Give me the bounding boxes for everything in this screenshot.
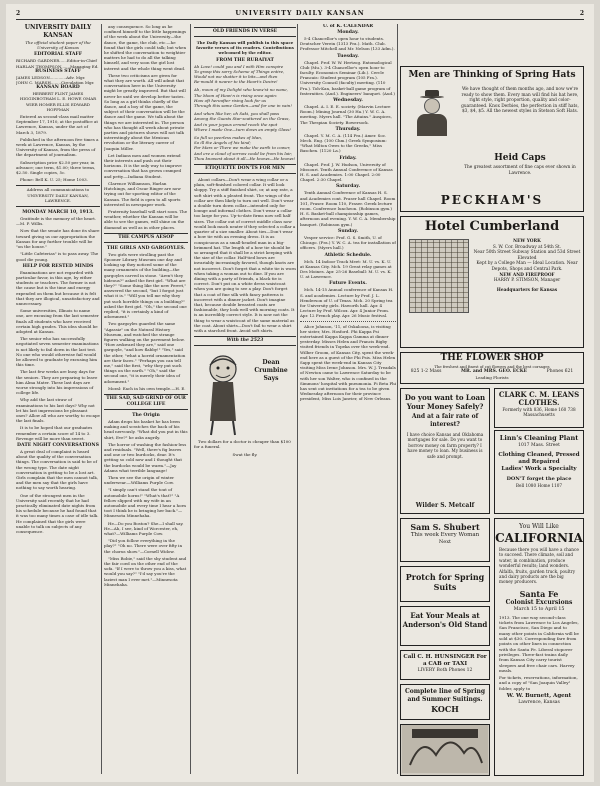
calendar-entries: 5-4 Chancellor's open hour to students. Deutscher Verein (1313 Fra.). Math. Club. Professor Mitchell and Mr. Nelson (133 Adm.). bbox=[300, 36, 395, 52]
shubert-sub: This week Every Woman bbox=[410, 532, 480, 538]
verse-line: Where I made One—turn down an empty Glass! bbox=[194, 126, 291, 132]
board-names: HERBERT FLINT JAMES HIGGINBOTHAM L. E. HOWE OMAR WIER HOMER ELLIS EDWARD HOFFMAN bbox=[19, 91, 97, 112]
page-number-right: 2 bbox=[579, 10, 584, 17]
verse-line: Ah Love! could you and I with Him conspire bbox=[194, 63, 284, 69]
column-aesop bbox=[104, 24, 188, 774]
column-rule bbox=[297, 24, 298, 774]
editorial-paragraph: It is to be hoped that our graduates remember a certain score of 14 to 3. Revenge will be more than sweet. bbox=[16, 425, 93, 441]
verse-line: For Mars or There we make the earth to cower, bbox=[194, 145, 291, 151]
hotel-kept: Kept by a College Man — Ideal Location. Near Depots, Shops and Central Park. bbox=[476, 261, 578, 272]
calendar-entries: Tenth Annual Conference of Kansas H. S. and Academies cont. Fraser hall Chapel. Room 101, Fraser. Room 110, Fraser. Greek lecture room. Conference luncheon. (Robinson gym.) H. S. Basket-ball championship games, afternoon and evening. Y. W. C. A. Membership banquet. (Robinson gym.) bbox=[300, 190, 396, 227]
business-staff-heading: BUSINESS STAFF bbox=[35, 68, 81, 74]
staff-line: RICHARD GARDNER......Editor-in-Chief bbox=[16, 58, 97, 64]
ad-hunsinger bbox=[400, 650, 490, 680]
verse-line: The Moon of Heav'n is rising once again: bbox=[194, 92, 278, 98]
hotel-details bbox=[473, 239, 581, 293]
verse-line: And when like her, oh Saki, you shall pass bbox=[194, 111, 280, 117]
quote: Gratitude is the memory of the heart.—M. P. Willis. bbox=[16, 216, 97, 227]
editorial-paragraph: One of the strongest men in the University said recently that he had practically eliminated date nights from his schedule because he had found that it was too many times a case of idle talk. He complained that the girls were unable to talk on subjects of any consequence. bbox=[16, 492, 99, 535]
flower-florists: Leading Florists bbox=[475, 375, 509, 380]
ad-california bbox=[494, 518, 584, 776]
etiquette-heading: ETIQUETTE DON'TS FOR MEN bbox=[205, 166, 285, 172]
phone-notice: Phone: Bell K. U. 25; Home 1003. bbox=[20, 177, 88, 183]
california-title: CALIFORNIA bbox=[495, 531, 583, 545]
article-paragraph: Clarence Williamson, Harlan Hutchings, and Oscar Ringer are now trying out for sporting editor of the Kansan. The field is open to all sports interested in newspaper work. bbox=[104, 180, 181, 207]
swimming-costume-illustration-icon bbox=[402, 725, 488, 773]
cartoon bbox=[194, 349, 296, 439]
hunsinger-title: Call C. H. HUNSINGER For a CAB or TAXI bbox=[403, 654, 487, 667]
shubert-title: Sam S. Shubert bbox=[410, 522, 480, 532]
rested-minds-heading: HELP FOR RESTED MINDS bbox=[22, 263, 94, 269]
editorial-paragraph: Some universities, Illinois to name one, are excusing from the last semester finals all students who have received certain high grades. This idea should be adopted at Kansas. bbox=[16, 308, 99, 334]
california-body: Because there you will have a chance to succeed. There climate, soil and water, in combination, produce wonderful results; land wonders. Alfalfa, fruits, garden truck, poultry and dairy products are the big money producers. bbox=[499, 547, 579, 585]
agent-name: W. W. Burnett, Agent bbox=[506, 693, 572, 699]
heid-caps-body: The greatest assortment of fine caps ever shown in Lawrence. bbox=[464, 165, 576, 176]
colonist-dates: March 15 to April 15 bbox=[513, 606, 565, 612]
hotel-headquarters: Headquarters for Kansas bbox=[496, 287, 558, 293]
cartoon-title: Dean Crumbine Says bbox=[254, 359, 288, 383]
verse-intro: The Daily Kansan will publish in this space favorite verses of its readers. Contributions welcomed by the editor. bbox=[196, 40, 294, 56]
colonist-rate: 1913. The one way second-class tickets from Lawrence to Los Angeles, San Francisco, San Diego and to many other points in California will be sold at $30. Corresponding fare from points on other lines in connection with the Santa Fe. Liberal stopover privileges. Three-fast trains daily from Kansas City carry tourist sleepers and free chair cars. Harvey meals. bbox=[499, 614, 579, 673]
calendar-entries: Chapel. Y. M. C. A. (114 Fra.) Amer. Soc. Mech. Eng. (100 Chm.) Greek Symposium: "What Milton Owes to the Greeks," Miss Baschen. (1120 La.) bbox=[300, 132, 387, 154]
article-paragraph: Then we see the origin of winter underwear.—Williams Purple Cow. bbox=[104, 475, 175, 486]
etiquette-text: About collars—Don't wear a wing collar or a plain, soft-finished colored collar. It will look sloppy. Try a stiff finished shirt, or, at any rate, a soft shirt with a pleated front. The wings of the collar are then likely to turn out well. Don't wear a double turn down collar—intended only for lounge and informal clothes. Don't wear a collar too large for you. Up-to-date firms now sell half sizes. The collar out of correct middle class now would look much neater if they selected a collar a quarter of a size smaller. About ties—Don't wear a bow tie with an evening dress. It is as conspicuous as a small-headed man in a big-brimmed hat. The length of a bow tie should be so arranged that it shall be a strict keeping with the size of the collar. Half-tied bows are invariably increasingly favored, though knots are not incorrect. Don't forget that a white tie is worn when taking a woman out to dine. If you are dining with a party of friends, a black tie is correct. Don't put on a white dress waistcoat when you are going to see a play. Don't forget that a coat of fine silk with fancy patterns is incorrect with a dinner jacket. Don't imagine that, because double breasted coats are fashionable, they look well with morning coats. It is an incredibly correct style. It is now not the thing to wear a waistcoat of the same material as the coat. About shirts—Don't fail to wear a shirt with a starched front. Avoid soft shirts. bbox=[194, 177, 296, 333]
cartoon-caption: Two dollars for a doctor is cheaper than $100 for a funeral. bbox=[194, 439, 291, 450]
article-paragraph: "Did you follow everything in the play?" "Oh no. There were over fifty in the chorus show."—Cornell Widow. bbox=[104, 538, 183, 554]
verse-line: Through this same Garden—and for one in vain! bbox=[194, 103, 292, 109]
linn-title: Linn's Cleaning Plant bbox=[499, 434, 579, 442]
article-paragraph: These two criticisms are given for what they are worth. All will admit that conversation here in the University might be greatly improved. But that will never be until we develop better tastes. So long as a girl thinks chiefly of the dance, and a boy of the game, the subject of their conversation will be the dance and the game. We talk about the things we are interested in. The person who has thought all week about private parties and pictures shows will not talk interestingly about the Mexican revolution or the literary career of Joaquin Miller. bbox=[104, 72, 186, 151]
entered-notice: Entered as second-class mail matter September 17, 1910, at the postoffice at Lawrence, Kansas, under the act of March 3, 1879. bbox=[16, 114, 99, 135]
money-name: Wilder S. Metcalf bbox=[415, 502, 475, 509]
article-paragraph: The horror of washing the fashion-less and residuals. "Well, there's fig leaves and one or two burdocks, dear. It's getting so cold now and I thought that the burdocks would be warm."—Jay Adams what terrible language! bbox=[104, 441, 187, 473]
article-paragraph: "I simply can't stand the tout of automobile horns!" "What's that?" "A fellow slipped with my wife in an automobile and every time I hear a horn toot I think he is bringing her back."—Minnesota Minnehaha. bbox=[104, 487, 186, 519]
with-2523-heading: With the 2523 bbox=[226, 338, 264, 344]
society-notes: Alice Johnson, '11, of Oskaloosa, is visiting her sister, Mrs. Hosford. Phi Kappa Psi entertained Kappa Kappa Gamma at dinner yesterday. Misses Helen and Francis Bigby visited friends in Topeka over the week-end. Wilber Groom, of Kansas City, spent the week-end here as a guest of the Phi Psis. Miss Helen Sapp spent the week-end in Kansas City visiting Miss Irene Johnson. Mrs. W. J. Treadals of Newton came to Lawrence Saturday to be with her son Walter, who is confined in the Simmons' hospital with pneumonia. Pi Beta Phi has sent out invitations for a tea to be given Wednesday afternoon for their province president, Miss Lois Janvier, of New Orleans. bbox=[300, 323, 396, 402]
flower-owners: MR. and MRS. GEO. ECKE bbox=[460, 369, 528, 374]
flower-address: 825 1-2 Mass bbox=[410, 369, 442, 374]
man-with-hat-icon bbox=[405, 87, 457, 147]
hotel-new: NEW AND FIREPROOF bbox=[499, 272, 555, 278]
calendar-entries: Chapel. Prof. W. W. Hertzog. Entomological Club (Mu.). 3-4 Chancellor's open hour to faculty. Economics Seminar (Lib.). Cercle Francais: Student program (105 Fra.). University Council (faculty) meeting. (110 Fra.). Toh-Kan, basket-ball game program of fraternities. (Aud.). Engineers' banquet. (Aud.) bbox=[300, 59, 395, 96]
ad-clark bbox=[494, 388, 584, 428]
article-paragraph: Let Indians men and women extend their interests and push out their horizons. It is the only way to improve conversation that has grown cramped and petty.—Indiana Student. bbox=[104, 152, 182, 179]
column-calendar bbox=[300, 24, 396, 774]
verse-line: And ere a cloud of sorrow could be from his lair, bbox=[194, 150, 293, 156]
article-paragraph: Fraternity baseball will start soon. The weather, whether the Kansan will be able to see the games, will shine on the diamond as well as in other places. bbox=[104, 208, 188, 230]
column-verse bbox=[194, 24, 296, 774]
published-notice: Published in the afternoon five times a week at Lawrence, Kansas, by the University of Kansas, from the press of the department of journalism. bbox=[16, 136, 99, 158]
day-wednesday: Wednesday. bbox=[333, 98, 363, 104]
verse-source: FROM THE RUBAIYAT bbox=[216, 57, 274, 63]
ad-hotel-cumberland bbox=[400, 216, 584, 348]
hotel-near: Near 50th Street Subway Station and 53d Street Elevated bbox=[473, 250, 581, 261]
hotel-building-icon bbox=[409, 239, 469, 313]
eat-title: Eat Your Meals at Anderson's Old Stand bbox=[402, 611, 488, 629]
staff-line: JOHN C. MARSH........Circulation Mgr. bbox=[16, 80, 95, 86]
staff-line: JAMES LEDSON.............Adv. Mgr. bbox=[16, 74, 86, 80]
linn-forget: DON'T forget the place bbox=[506, 476, 572, 482]
official-line: The official student paper of the University of Kansas bbox=[25, 40, 91, 51]
verse-line: Among the Guests Star-scattered on the Grass, bbox=[194, 116, 290, 122]
ad-shubert bbox=[400, 518, 490, 562]
calendar-entries: Vesper service: Prof. G. S. Smith, U. of Chicago. (Fra.) Y. W. C. A. tea for installation of officers. (Myers hall.) bbox=[300, 234, 396, 251]
santa-fe: Santa Fe bbox=[519, 588, 559, 599]
subscription-notice: Subscription price $2.50 per year, in advance; one term, $1.00; three terms, $2.50. Single copies, 5c. bbox=[16, 159, 96, 176]
editorial-paragraph: A great deal of complaint is heard about the quality of the conversation things. The conversation is said to be of the wrong type. The date night conversation is getting to be a lost art. Girls complain that the men cannot talk, and the men say that the girls have nothing to say worth hearing. bbox=[16, 449, 99, 491]
kansan-board-heading: KANSAN BOARD bbox=[36, 85, 80, 91]
page-number-left: 2 bbox=[16, 10, 21, 17]
article-paragraph: He—Do you Boston? She—I shall say. He—Ah, I see, kind of Worcester, eh, what?—Williams Purple Cow. bbox=[104, 520, 184, 537]
column-rule bbox=[190, 24, 191, 774]
linn-address: 1017 Mass. Street bbox=[518, 443, 560, 448]
calendar-entries: Chapel. Prof. J. W. Hudson, University of Missouri. Tenth Annual Conference of Kansas H. S. and Academies. 1:00 Chapel. 2:00 Chapel. 2:30 Chapel. bbox=[300, 161, 393, 183]
shubert-next: Next bbox=[438, 539, 452, 545]
doctor-cartoon-icon bbox=[198, 351, 248, 437]
linn-body: Clothing Cleaned, Pressed and Repaired bbox=[498, 452, 580, 465]
future-events: Mch. 14-15 Annual conference of Kansas H. S. and academies. Lecture by Prof. J. L. Henderson of U. of Texas. Mch. 20 Spring tea for University girls. Haworth hall. Apr. 4 Lecture by Prof. Wilcox. Apr. 4 Junior Prom. Apr. 12 French play. Apr. 26 Music festival. bbox=[300, 287, 394, 319]
flower-title: THE FLOWER SHOP bbox=[440, 353, 544, 363]
colonist-title: Colonist Excursions bbox=[505, 598, 573, 606]
verse-line: Thou knowest about it all—He knows—He knows! bbox=[194, 155, 296, 161]
linn-phone: Bell 1080 Home 1107 bbox=[515, 483, 563, 488]
california-head: You Will Like bbox=[519, 523, 559, 530]
clark-address: Formerly with 836, Home 160 738 Massachusetts bbox=[502, 407, 576, 418]
peckhams-name: PECKHAM'S bbox=[440, 193, 544, 207]
article-paragraph: Two gargoyles guarded the same "Agassiz" on the Natural History Museum, and watched the strange figures walking on the pavement below. "How awkward they are," said one gargoyle, "and how flabby!" "Yes," said the other, "what a horrid ornamentation are their faces." "Perhaps you can tell me," said the first, "why they put such things on the earth." "Oh," said the second one, "it is merely their idea of adornment." bbox=[104, 321, 186, 384]
campus-aesop-heading: THE CAMPUS AESOP bbox=[118, 234, 174, 240]
article-paragraph: any consequence. So long as he confined himself to the little happenings of the week about the University—the dance, the game, the club, etc.—he found that the girls could talk; but when he shifted the conversation to weightier matters he had to do all the talking himself, and very soon the girl lost interest and the whole thing went dead. bbox=[104, 24, 187, 71]
hunsinger-sub: LIVERY Both Phones 12 bbox=[417, 668, 473, 673]
hotel-title: Hotel Cumberland bbox=[424, 219, 560, 234]
hotel-address: S. W. Cor. Broadway at 54th St. bbox=[492, 244, 562, 250]
editorial-paragraph: Now that the senate has done its share toward giving us our appropriation the Kansas for any further trouble will be "on the house." bbox=[16, 228, 100, 250]
masthead-title: UNIVERSITY DAILY KANSAN bbox=[235, 9, 365, 17]
day-monday: Monday. bbox=[337, 30, 359, 35]
verse-lines bbox=[194, 64, 296, 161]
date-night-heading: DATE NIGHT CONVERSATIONS bbox=[17, 443, 99, 448]
ad-swimming bbox=[400, 724, 490, 776]
verse-line: To grasp this sorry Scheme of Things entire, bbox=[194, 68, 285, 74]
calendar-heading: U. of K. CALENDAR bbox=[322, 24, 374, 29]
ad-protch bbox=[400, 566, 490, 602]
column-editorial bbox=[16, 24, 100, 774]
verse-line: Would not we shatter it to bits—and then bbox=[194, 74, 278, 80]
future-events-heading: Future Events. bbox=[329, 281, 367, 287]
article-paragraph: Two girls were strolling past the Spooner Library Museum one day and looking up they noticed some of the many ornaments of the building—the gargoyles carved in stone. "Aren't they hideous?" asked the first girl. "What are they?" "Some thing like the new Ferret," answered the second, "but I forgot just what it is." "Will you tell me why they put such horrible things on a building?" asked the first girl. "Oh," the second one replied, "it is certainly a kind of adornment." bbox=[104, 251, 187, 320]
koch-name: KOCH bbox=[431, 704, 459, 714]
address-notice: Address all communications to UNIVERSITY DAILY KANSAN, LAWRENCE. bbox=[26, 187, 90, 203]
paper-title: UNIVERSITY DAILY KANSAN bbox=[24, 24, 92, 39]
verse-line: So full so peerless makes of Man, bbox=[194, 135, 263, 141]
old-friends-heading: OLD FRIENDS IN VERSE bbox=[212, 29, 278, 34]
flower-phone: Phones 621 bbox=[546, 369, 574, 374]
newspaper-page bbox=[6, 4, 594, 782]
column-rule bbox=[101, 24, 102, 774]
verse-line: Re-mould it nearer to the Heart's Desire! bbox=[194, 79, 278, 85]
linn-ladies: Ladies' Work a Specialty bbox=[501, 466, 577, 472]
editorial-paragraph: "Little Cafeterias" is to pass away. The good die young. bbox=[16, 251, 99, 262]
editorial-staff-heading: EDITORIAL STAFF bbox=[34, 52, 82, 58]
flower-sub: The freshest and finest of cut flowers and the best corsages bbox=[434, 364, 550, 369]
protch-title: Protch for Spring Suits bbox=[405, 572, 485, 592]
article-paragraph: "Miss Bobie," said the shy student and the fair coed on the other end of the sofa. "If I were to throw you a kiss, what would you say?" "I'd say you're the laziest man I ever met."—Minnesota Minnehaha. bbox=[104, 555, 187, 587]
athletic-schedule: Mch. 14 Indoor Track Meet: M. U. vs. K. U. at Kansas City. Mch. 19 Great relay games at Des Moines. Apr. 25-26 Baseball: M. U. vs. K. U. at Lawrence. bbox=[300, 258, 392, 280]
money-sub: And at a fair rate of interest? bbox=[411, 413, 479, 428]
editorial-paragraph: The last few weeks are busy days for the seniors. They are preparing to leave him Alma Mater. These last days are worse strongly into his impressions of college life. bbox=[16, 369, 98, 396]
article-paragraph: Moral: Each in his own temple.—H. E. bbox=[108, 385, 186, 391]
athletic-heading: Athletic Schedule. bbox=[324, 252, 372, 258]
agent-city: Lawrence, Kansas bbox=[518, 700, 560, 705]
california-contact: For tickets, reservations, information, and a copy of "San Joaquin Valley" folder, apply to bbox=[499, 675, 578, 691]
ad-flower-shop bbox=[400, 352, 584, 384]
issue-date: MONDAY MARCH 10, 1913. bbox=[22, 210, 94, 216]
heid-caps-title: Heid Caps bbox=[494, 153, 546, 163]
origin-subheading: The Origin bbox=[132, 413, 160, 418]
ad-linn bbox=[494, 430, 584, 514]
day-tuesday: Tuesday. bbox=[337, 53, 359, 59]
money-body: I have choice Kansas and Oklahoma mortgages for sale. Do you want to borrow money on farm property? I have money to loan. My business is safe and prompt. bbox=[406, 432, 484, 459]
ad-koch bbox=[400, 684, 490, 720]
editorial-paragraph: Examinations are not regarded with particular favor, in this age, by either students or teachers. The former is not the cause but is the time and energy expended on them but because it is felt that they are illogical, unsatisfactory and unnecessary. bbox=[16, 269, 100, 306]
swat-the-fly: Swat the fly. bbox=[232, 451, 258, 457]
verse-line: How oft hereafter rising look for us bbox=[194, 97, 267, 103]
hats-title: Men are Thinking of Spring Hats bbox=[408, 70, 576, 80]
hats-body: We have thought of them months ago, and now we're ready to show them. Every man will find his hat here, right style, right proportion, quality and color-guaranteed. Knox Derbies, the perfection in stiff hats, $3, $4, $5. All the newest styles in Stetson Soft Hats. bbox=[461, 87, 579, 115]
day-friday: Friday. bbox=[339, 155, 357, 161]
day-saturday: Saturday. bbox=[335, 184, 361, 190]
verse-line: So ill the Angels of his kind; bbox=[194, 140, 251, 146]
sad-grind-heading: THE SAD, SAD GRIND OF OUR COLLEGE LIFE bbox=[106, 396, 186, 407]
verse-line: And in your joyous errand reach the spot bbox=[194, 121, 278, 127]
money-title: Do you want to Loan Your Money Safely? bbox=[404, 393, 486, 411]
ad-anderson bbox=[400, 606, 490, 646]
koch-title: Complete line of Spring and Summer Suitings. bbox=[404, 688, 486, 703]
editorial-paragraph: Why add the last straw of examinations to his last days? Why not let his last impressions be pleasant ones? Allow all who are worthy to escape the last finals. bbox=[16, 397, 100, 424]
column-rule bbox=[397, 24, 398, 774]
editorial-paragraph: The senior who has successfully negotiated seven semester examinations is not likely to fail down in the last test. No one who would otherwise fail would be allowed to graduate by excusing him this time. bbox=[16, 336, 99, 368]
aesop-story-title: THE GIRLS AND GARGOYLES. bbox=[106, 245, 186, 251]
verse-line: Ah, moon of my Delight who know'st no wane, bbox=[194, 87, 288, 93]
day-sunday: Sunday. bbox=[338, 228, 358, 234]
masthead bbox=[16, 6, 584, 20]
hotel-manager: HARRY P. STIMSON, Manager bbox=[493, 278, 561, 284]
article-paragraph: Adam drops his basket he has been making and scratches the back of his head nervously. "What did you put in this shirt, Eve?" he asks angrily. bbox=[104, 419, 188, 440]
staff-line: HARLAN THOMPSON.......Managing Ed. bbox=[16, 63, 99, 69]
day-thursday: Thursday. bbox=[335, 126, 361, 132]
clark-title: CLARK C. M. LEANS CLOTHES. bbox=[498, 390, 580, 407]
hotel-city: NEW YORK bbox=[513, 239, 541, 244]
ad-metcalf bbox=[400, 388, 490, 514]
calendar-entries: Chapel. A. I. E. E. society. (Marvin Lecture Room.) Mining Journal (30 Ha.) Y. W. C. A. meeting. Myers hall. "The Attains." Auspices, The Thespian Society. Bowersock. bbox=[300, 104, 392, 125]
ad-peckhams bbox=[400, 66, 584, 212]
